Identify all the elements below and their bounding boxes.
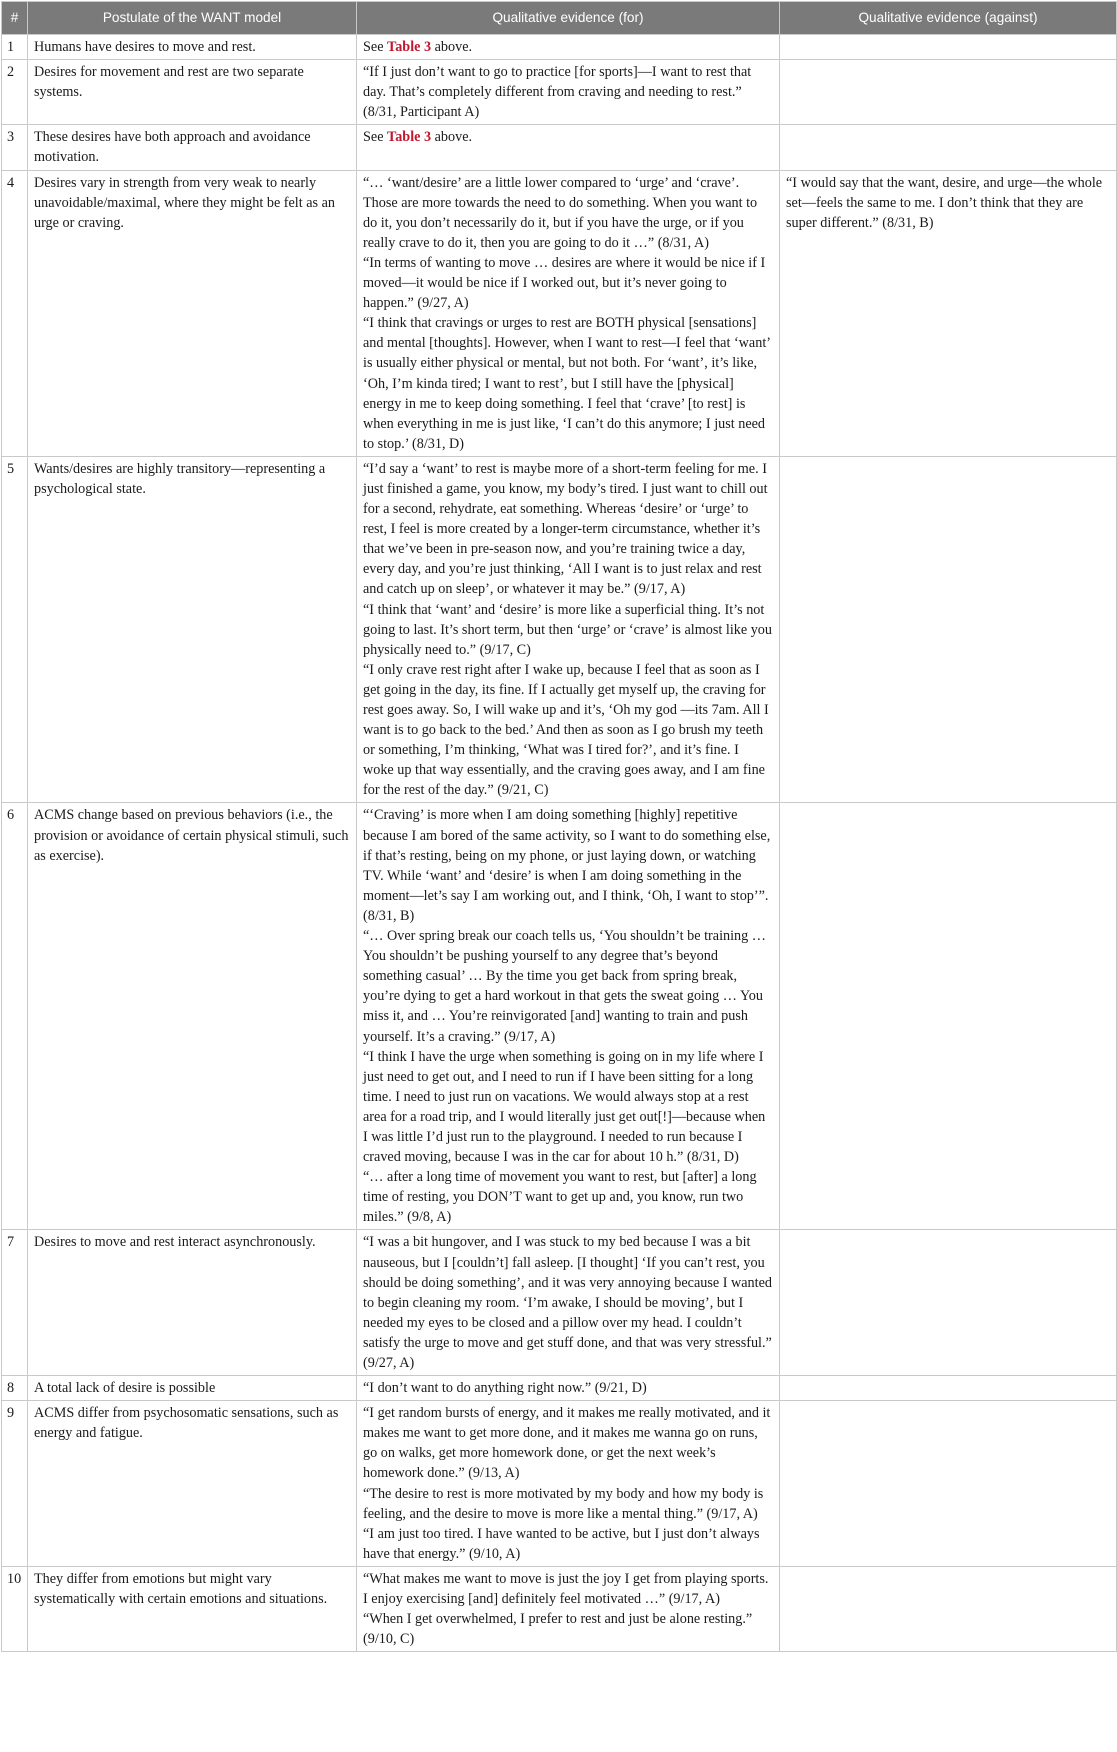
table-row: [2, 1230, 1117, 1376]
row-number: 4: [2, 170, 28, 456]
header-postulate: Postulate of the WANT model: [28, 2, 357, 35]
header-evidence-for: Qualitative evidence (for): [357, 2, 780, 35]
evidence-for-quote: “I only crave rest right after I wake up, because I feel that as soon as I get going in the day, its fine. If I actually get myself up, the craving for rest goes away. So, I will wake up and it’s, ‘Oh my god —its 7am. All I want is to go back to the bed.’ And then as soon as I go brush my teeth or something, I’m thinking, ‘What was I tired for?’, and it’s fine. I woke up that way essentially, and the craving goes away, and I am fine for the rest of the day.” (9/21, C): [363, 661, 769, 799]
evidence-against-cell: [780, 170, 1117, 456]
evidence-for-quote: “… Over spring break our coach tells us, ‘You shouldn’t be training … You shouldn’t be pushing yourself to any degree that’s beyond something casual’ … By the time you get back from spring break, you’re dying to get a hard workout in that gets the sweat going … You miss it, and … You’re reinvigorated [and] wanting to train and push yourself. It’s a craving.” (9/17, A): [363, 928, 766, 1045]
table-3-link[interactable]: Table 3: [387, 39, 432, 55]
want-model-table: [1, 1, 1117, 1652]
evidence-for-cell: [357, 803, 780, 1230]
evidence-against-cell: [780, 803, 1117, 1230]
postulate-cell: Humans have desires to move and rest.: [28, 35, 357, 60]
evidence-for-cell: [357, 170, 780, 456]
row-number: 9: [2, 1401, 28, 1567]
evidence-for-quote: “I think I have the urge when something is going on in my life where I just need to get out, and I need to run if I have been sitting for a long time. I need to just run on vacations. We would always stop at a rest area for a road trip, and I would literally just get out[!]—because when I was little I’d just run to the playground. I needed to run because I craved moving, because I was in the car for about 10 h.” (8/31, D): [363, 1048, 766, 1166]
above-text: above.: [431, 129, 473, 146]
postulate-cell: ACMS change based on previous behaviors (i.e., the provision or avoidance of certain physical stimuli, such as exercise).: [28, 803, 357, 1230]
evidence-for-quote: “I get random bursts of energy, and it makes me really motivated, and it makes me want to get more done, and it makes me wanna go on runs, go on walks, get more homework done, or get the next week’s homework done.” (9/13, A): [363, 1405, 771, 1482]
evidence-for-quote: “I think that ‘want’ and ‘desire’ is more like a superficial thing. It’s not going to last. It’s short term, but then ‘urge’ or ‘crave’ is almost like you physically need to.” (9/17, C): [363, 601, 772, 658]
table-row: [2, 1376, 1117, 1401]
row-number: 2: [2, 60, 28, 125]
evidence-against-cell: [780, 1376, 1117, 1401]
postulate-cell: A total lack of desire is possible: [28, 1376, 357, 1401]
evidence-for-quote: “I am just too tired. I have wanted to be active, but I just don’t always have that energy.” (9/10, A): [363, 1525, 760, 1562]
evidence-against-cell: [780, 1401, 1117, 1567]
row-number: 10: [2, 1566, 28, 1651]
table-row: [2, 1401, 1117, 1567]
evidence-for-quote: “In terms of wanting to move … desires are where it would be nice if I moved—it would be nice if I worked out, but it’s never going to happen.” (9/27, A): [363, 254, 766, 312]
postulate-cell: Wants/desires are highly transitory—representing a psychological state.: [28, 456, 357, 803]
evidence-for-cell: [357, 456, 780, 803]
see-text: See: [363, 129, 388, 146]
postulate-cell: Desires vary in strength from very weak to nearly unavoidable/maximal, where they might be felt as an urge or craving.: [28, 170, 357, 456]
table-row: [2, 60, 1117, 125]
evidence-for-quote: “‘Craving’ is more when I am doing something [highly] repetitive because I am bored of the same activity, so I want to do something else, if that’s resting, being on my phone, or just laying down, or watching TV. While ‘want’ and ‘desire’ is when I am doing something in the moment—let’s say I am working out, and I think, ‘Oh, I want to stop’”. (8/31, B): [363, 807, 771, 924]
evidence-for-quote: “I think that cravings or urges to rest are BOTH physical [sensations] and mental [thoughts]. However, when I want to rest—I feel that ‘want’ is usually either physical or mental, but not both. For ‘want’, it’s like, ‘Oh, I’m kinda tired; I want to rest’, but I still have the [physical] energy in me to keep doing something. I feel that ‘crave’ [to rest] is when everything in me is just like, ‘I can’t do this anymore; I just need to stop.’ (8/31, D): [363, 315, 770, 452]
evidence-for-quote: “I don’t want to do anything right now.” (9/21, D): [363, 1380, 647, 1397]
header-row: [2, 2, 1117, 35]
evidence-against-cell: [780, 125, 1117, 170]
postulate-cell: Desires for movement and rest are two separate systems.: [28, 60, 357, 125]
table-row: [2, 35, 1117, 60]
above-text: above.: [431, 39, 473, 55]
evidence-for-quote: “The desire to rest is more motivated by my body and how my body is feeling, and the desire to move is more like a mental thing.” (9/17, A): [363, 1485, 764, 1522]
row-number: 7: [2, 1230, 28, 1376]
evidence-for-quote: “I’d say a ‘want’ to rest is maybe more of a short-term feeling for me. I just finished a game, you know, my body’s tired. I just want to chill out for a second, rehydrate, eat something. Whereas ‘desire’ or ‘urge’ to rest, I feel is more created by a longer-term circumstance, whether it’s that we’ve been in pre-season now, and you’re training twice a day, every day, and you’re just thinking, ‘All I want is to just relax and rest and catch up on sleep’, or whatever it may be.” (9/17, A): [363, 460, 768, 598]
evidence-against-cell: [780, 456, 1117, 803]
postulate-cell: They differ from emotions but might vary systematically with certain emotions and situations.: [28, 1566, 357, 1651]
evidence-for-cell: [357, 125, 780, 170]
table-body: [2, 35, 1117, 1652]
postulate-cell: These desires have both approach and avoidance motivation.: [28, 125, 357, 170]
row-number: 1: [2, 35, 28, 60]
evidence-for-quote: “When I get overwhelmed, I prefer to rest and just be alone resting.” (9/10, C): [363, 1611, 753, 1648]
table-row: [2, 803, 1117, 1230]
evidence-against-quote: “I would say that the want, desire, and urge—the whole set—feels the same to me. I don’t think that they are super different.” (8/31, B): [786, 174, 1103, 231]
header-number: #: [2, 2, 28, 35]
evidence-for-cell: [357, 1566, 780, 1651]
evidence-for-cell: [357, 1401, 780, 1567]
evidence-for-cell: [357, 1230, 780, 1376]
evidence-against-cell: [780, 35, 1117, 60]
table-header: [2, 2, 1117, 35]
postulate-cell: Desires to move and rest interact asynchronously.: [28, 1230, 357, 1376]
header-evidence-against: Qualitative evidence (against): [780, 2, 1117, 35]
table-row: [2, 125, 1117, 170]
evidence-against-cell: [780, 1566, 1117, 1651]
evidence-for-quote: “… ‘want/desire’ are a little lower compared to ‘urge’ and ‘crave’. Those are more towards the need to do something. When you want to do it, you don’t necessarily do it, but if you have the urge, or if you really crave to do it, then you are going to do it …” (8/31, A): [363, 174, 758, 251]
evidence-for-cell: [357, 1376, 780, 1401]
table-3-link[interactable]: Table 3: [387, 129, 432, 146]
evidence-for-quote: “… after a long time of movement you want to rest, but [after] a long time of resting, you DON’T want to get up and, you know, run two miles.” (9/8, A): [363, 1169, 757, 1226]
row-number: 3: [2, 125, 28, 170]
evidence-for-cell: [357, 60, 780, 125]
row-number: 6: [2, 803, 28, 1230]
evidence-for-cell: [357, 35, 780, 60]
evidence-for-quote: “I was a bit hungover, and I was stuck to my bed because I was a bit nauseous, but I [couldn’t] fall asleep. [I thought] ‘If you can’t rest, you should be doing something’, and it was very annoying because I wanted to begin cleaning my room. ‘I’m awake, I should be moving’, but I needed my eyes to be closed and a pillow over my head. I couldn’t satisfy the urge to move and get stuff done, and that was very stressful.” (9/27, A): [363, 1234, 772, 1371]
evidence-against-cell: [780, 60, 1117, 125]
table-row: [2, 170, 1117, 456]
table-row: [2, 456, 1117, 803]
row-number: 5: [2, 456, 28, 803]
table-row: [2, 1566, 1117, 1651]
evidence-for-quote: “If I just don’t want to go to practice [for sports]—I want to rest that day. That’s completely different from craving and needing to rest.” (8/31, Participant A): [363, 64, 752, 121]
row-number: 8: [2, 1376, 28, 1401]
see-text: See: [363, 39, 388, 55]
evidence-for-quote: “What makes me want to move is just the joy I get from playing sports. I enjoy exercising [and] definitely feel motivated …” (9/17, A): [363, 1570, 769, 1608]
evidence-against-cell: [780, 1230, 1117, 1376]
postulate-cell: ACMS differ from psychosomatic sensations, such as energy and fatigue.: [28, 1401, 357, 1567]
